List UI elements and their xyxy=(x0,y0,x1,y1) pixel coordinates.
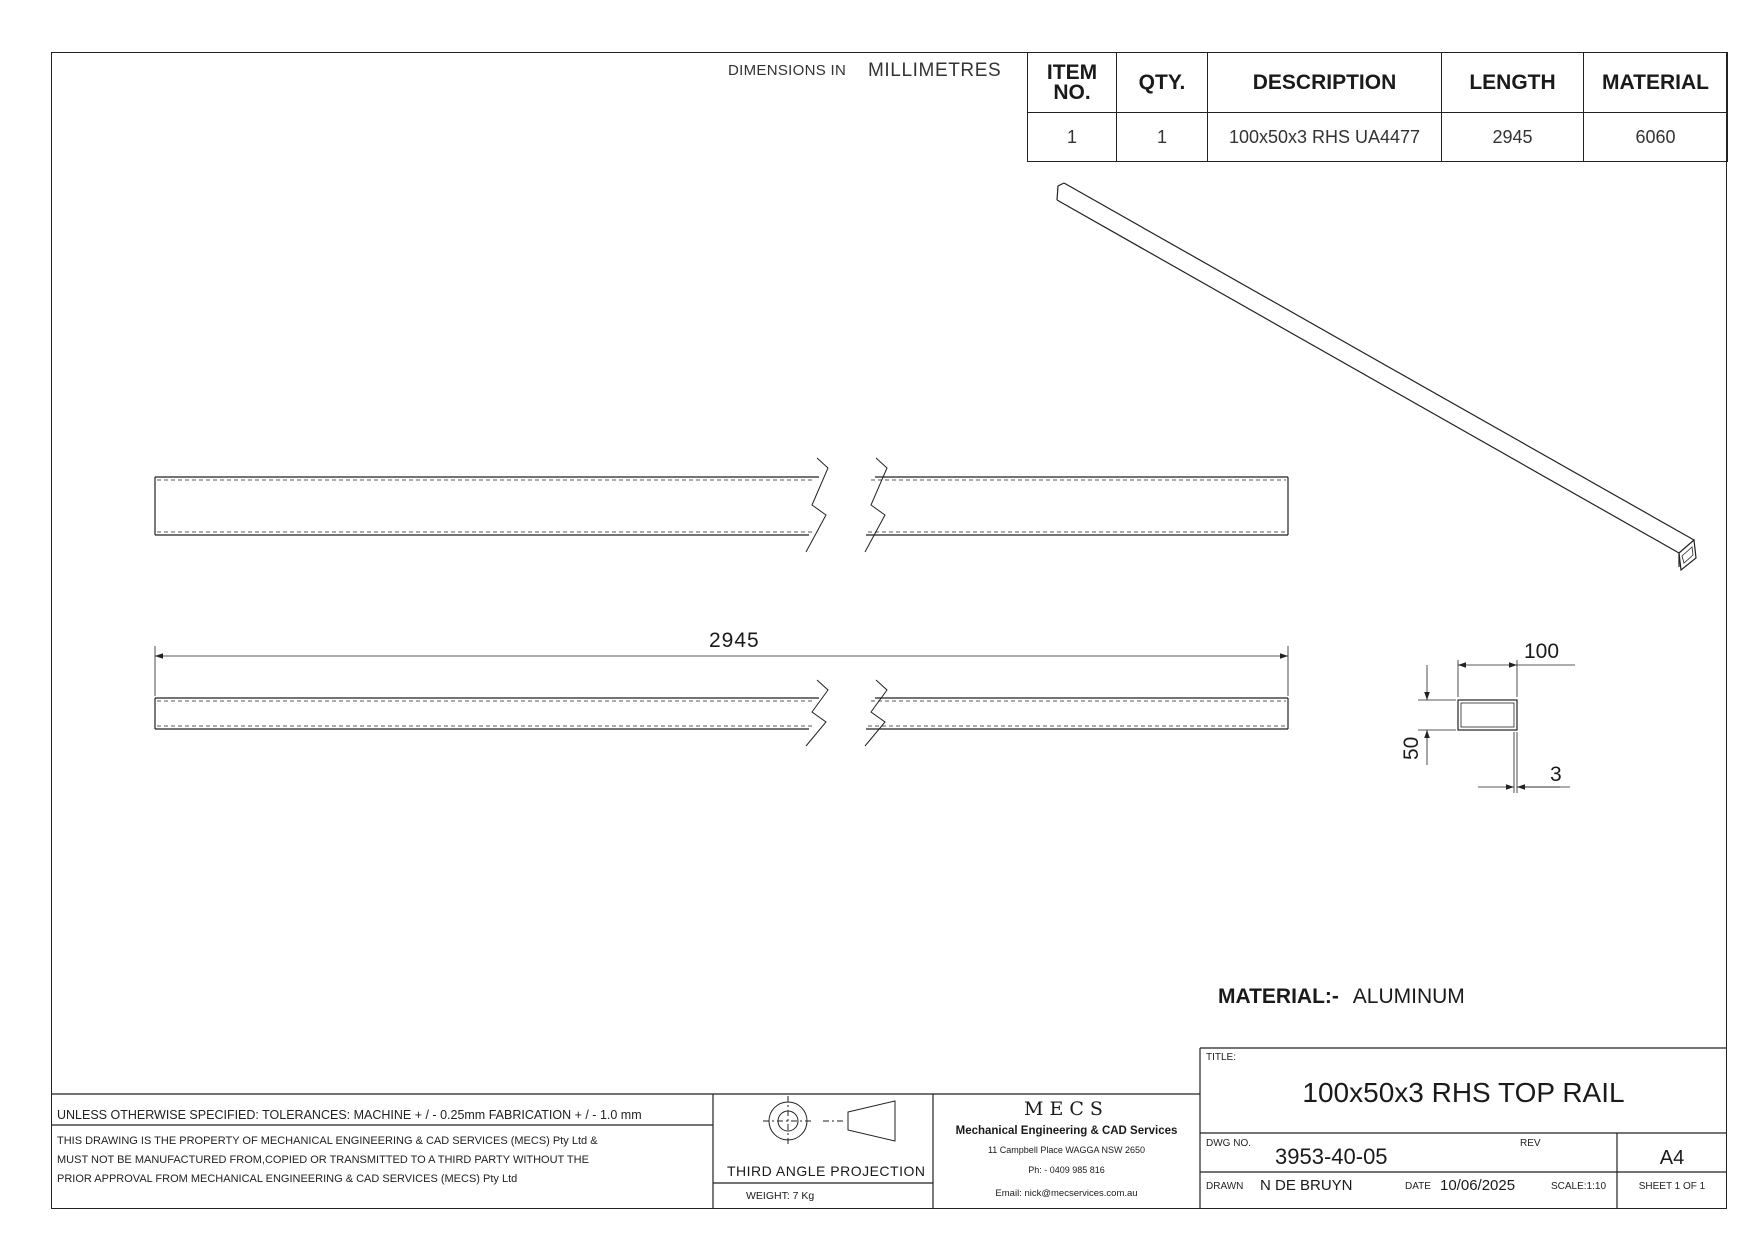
material-note-label: MATERIAL:- xyxy=(1218,985,1339,1008)
material-note xyxy=(1218,985,1465,1009)
dim-length: 2945 xyxy=(709,629,760,652)
property-note-line3: PRIOR APPROVAL FROM MECHANICAL ENGINEERING & CAD SERVICES (MECS) Pty Ltd xyxy=(57,1173,518,1185)
tolerances-note: UNLESS OTHERWISE SPECIFIED: TOLERANCES: MACHINE + / - 0.25mm FABRICATION + / - 1.0 mm xyxy=(57,1108,642,1122)
dim-height: 50 xyxy=(1400,736,1423,760)
bom-header-item: ITEM NO. xyxy=(1028,53,1117,113)
dwg-no-label: DWG NO. xyxy=(1206,1138,1251,1149)
date-label: DATE xyxy=(1405,1181,1431,1192)
isometric-view xyxy=(1057,183,1696,570)
scale-label: SCALE:1:10 xyxy=(1551,1181,1607,1192)
company-email: Email: nick@mecservices.com.au xyxy=(995,1188,1138,1199)
bom-length: 2945 xyxy=(1442,113,1584,162)
front-view xyxy=(155,458,1288,552)
bom-header-description: DESCRIPTION xyxy=(1208,53,1442,113)
drawing-title: 100x50x3 RHS TOP RAIL xyxy=(1302,1077,1625,1108)
dimensions-unit: MILLIMETRES xyxy=(868,60,1002,81)
title-label: TITLE: xyxy=(1206,1052,1237,1063)
bom-header-material: MATERIAL xyxy=(1584,53,1728,113)
projection-label: THIRD ANGLE PROJECTION xyxy=(727,1163,926,1179)
property-note-line2: MUST NOT BE MANUFACTURED FROM,COPIED OR TRANSMITTED TO A THIRD PARTY WITHOUT THE xyxy=(57,1154,589,1166)
sheet-number: SHEET 1 OF 1 xyxy=(1638,1181,1706,1192)
bom-header-qty: QTY. xyxy=(1117,53,1208,113)
material-note-value: ALUMINUM xyxy=(1352,985,1465,1008)
rev-label: REV xyxy=(1520,1138,1541,1149)
dim-thickness: 3 xyxy=(1550,763,1562,786)
sheet-size: A4 xyxy=(1659,1147,1685,1169)
date-value: 10/06/2025 xyxy=(1440,1177,1516,1194)
drawn-label: DRAWN xyxy=(1206,1181,1244,1192)
company-address: 11 Campbell Place WAGGA NSW 2650 xyxy=(987,1145,1146,1155)
bill-of-materials xyxy=(1027,52,1728,162)
bom-description: 100x50x3 RHS UA4477 xyxy=(1208,113,1442,162)
dimensions-label: DIMENSIONS IN xyxy=(728,62,847,79)
weight-label: WEIGHT: 7 Kg xyxy=(746,1190,815,1202)
dwg-number: 3953-40-05 xyxy=(1275,1144,1388,1169)
top-view xyxy=(155,646,1288,746)
bom-item: 1 xyxy=(1028,113,1117,162)
company-name: Mechanical Engineering & CAD Services xyxy=(955,1125,1178,1137)
third-angle-projection-symbol xyxy=(763,1096,895,1146)
drawn-by: N DE BRUYN xyxy=(1260,1177,1353,1194)
dim-width: 100 xyxy=(1524,640,1560,663)
company-logo: MECS xyxy=(1024,1098,1109,1120)
property-note-line1: THIS DRAWING IS THE PROPERTY OF MECHANICAL ENGINEERING & CAD SERVICES (MECS) Pty Ltd & xyxy=(57,1135,598,1147)
bom-qty: 1 xyxy=(1117,113,1208,162)
bom-header-length: LENGTH xyxy=(1442,53,1584,113)
bom-material: 6060 xyxy=(1584,113,1728,162)
company-phone: Ph: - 0409 985 816 xyxy=(1028,1165,1105,1175)
